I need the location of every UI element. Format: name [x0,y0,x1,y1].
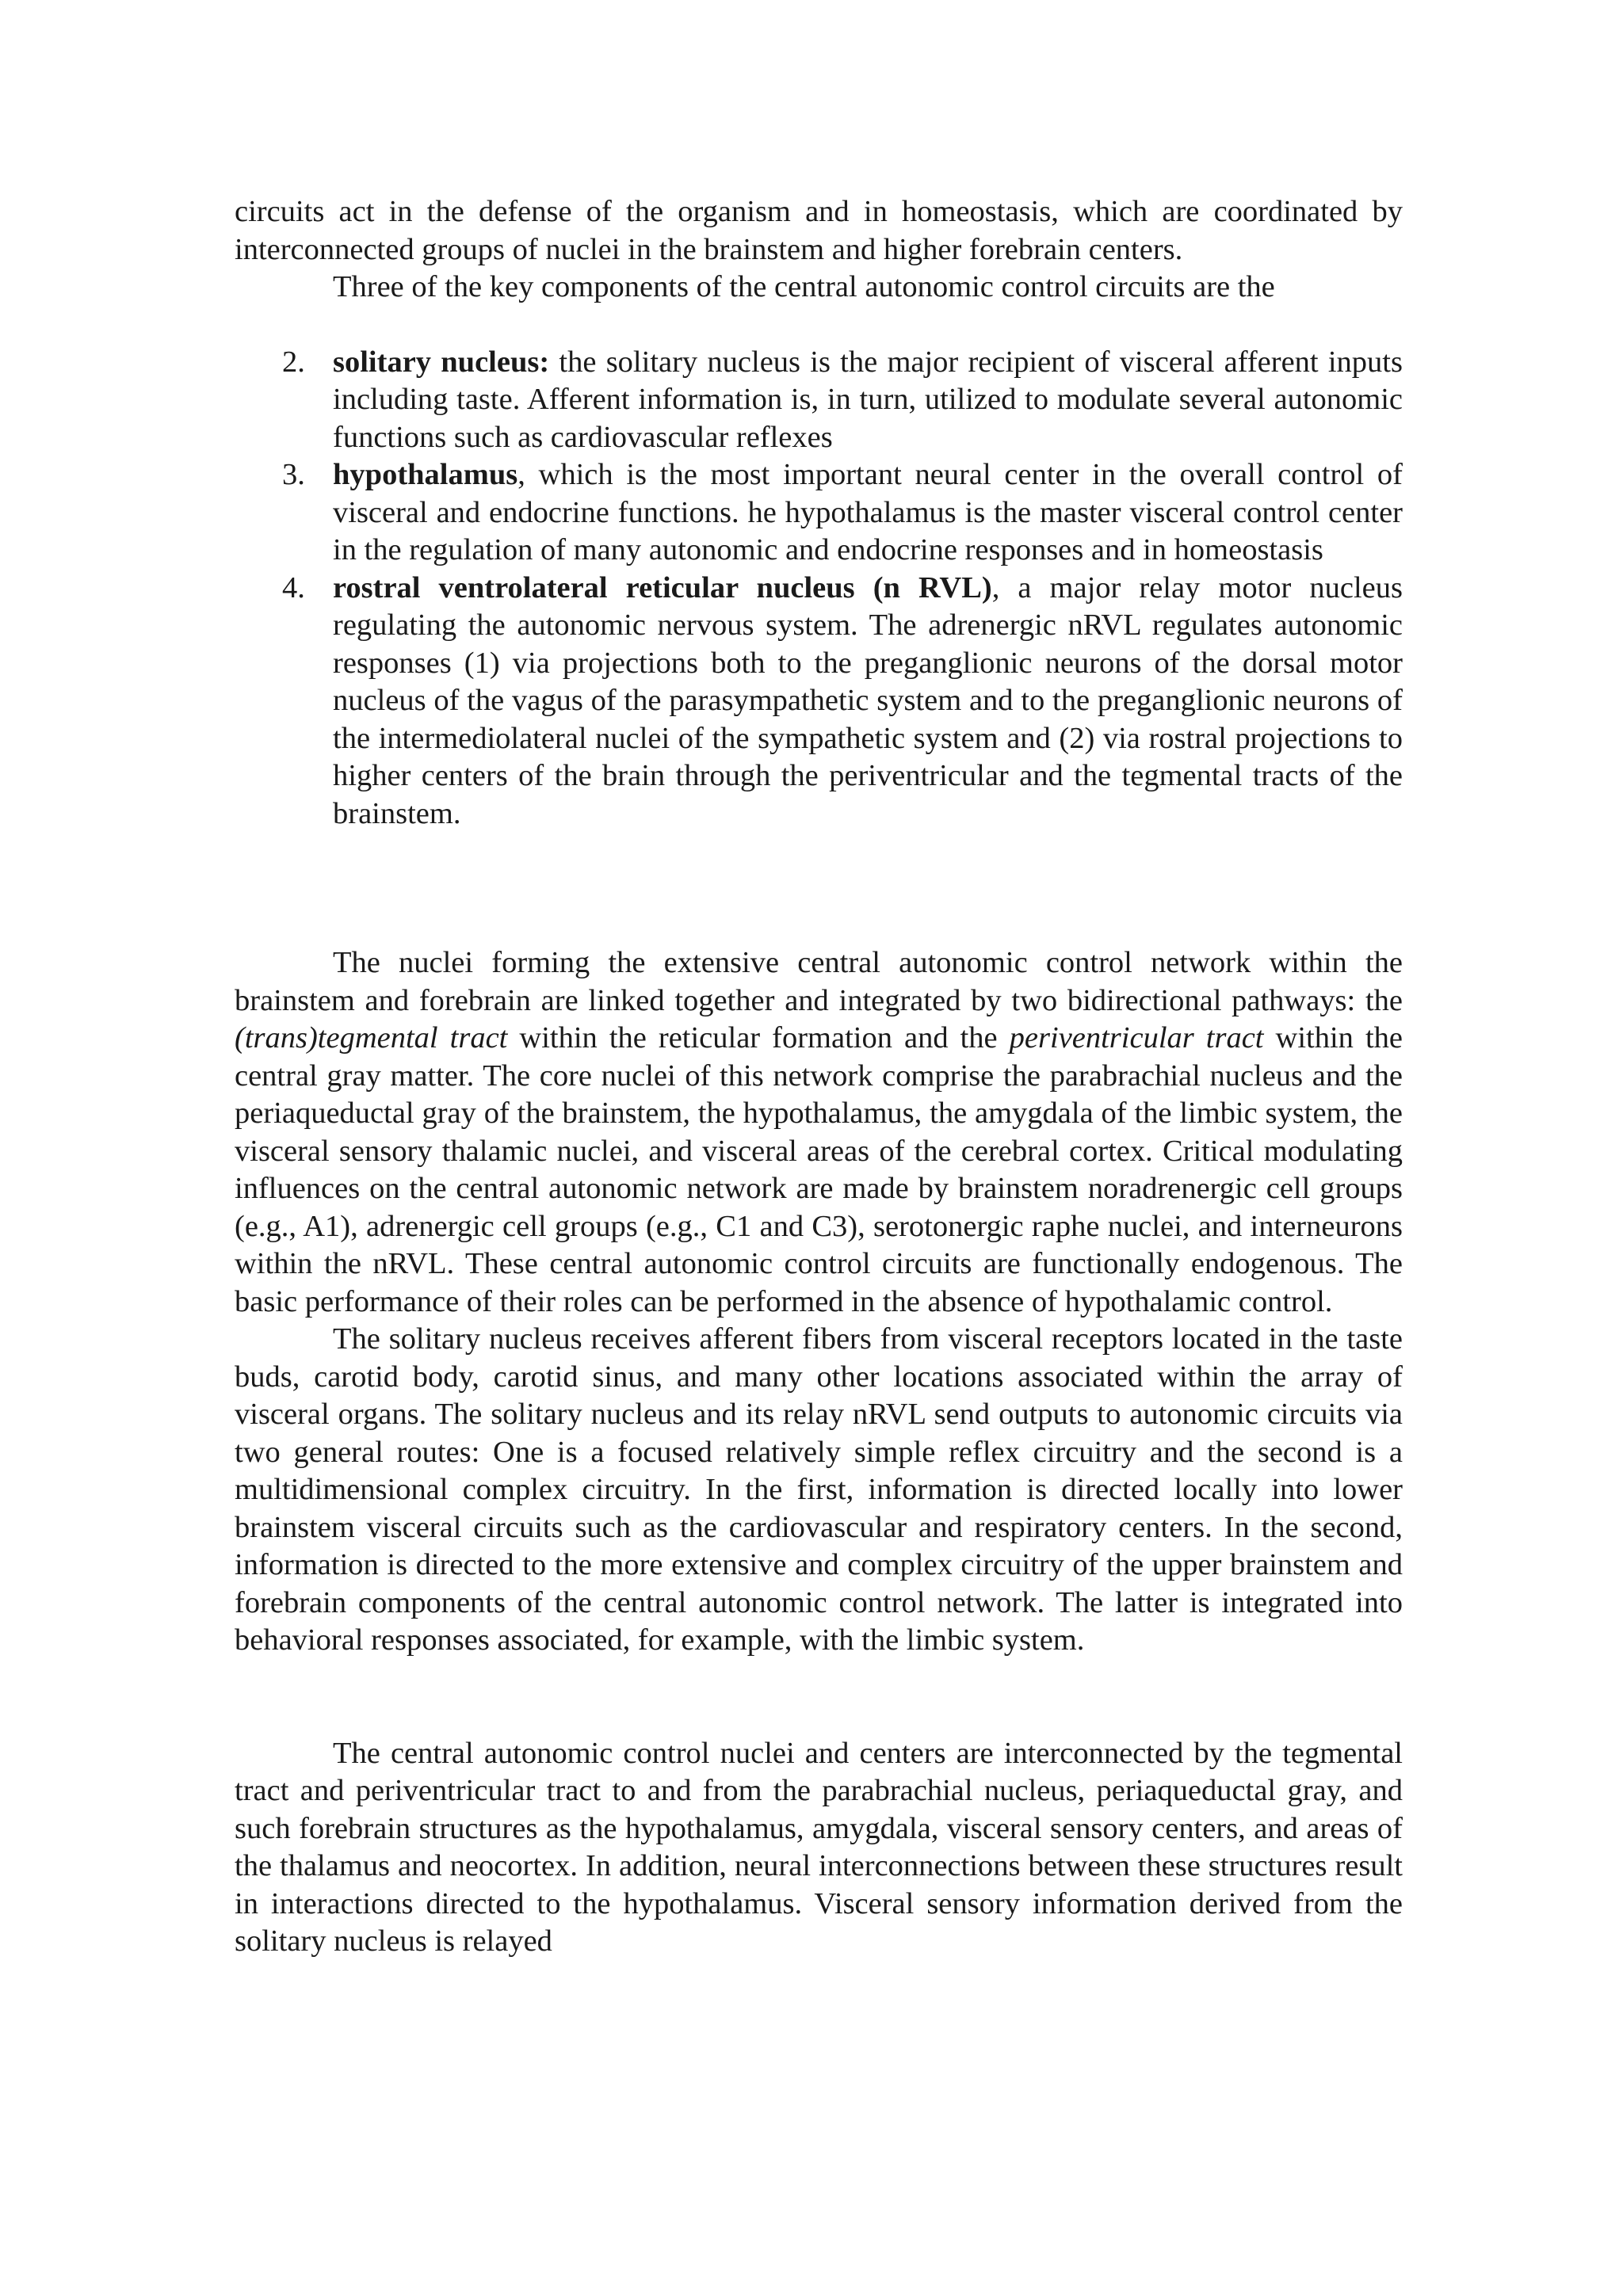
list-item-term: rostral ventrolateral reticular nucleus (n RVL) [333,570,992,605]
intro-lead-in: Three of the key components of the central autonomic control circuits are the [333,270,1275,303]
paragraph-text: within the reticular formation and the [507,1021,1010,1055]
intro-continuation: circuits act in the defense of the organism and in homeostasis, which are coordinated by interconnected groups of nuclei in the brainstem and higher forebrain centers. [235,195,1403,266]
paragraph-text: The nuclei forming the extensive central autonomic control network within the brainstem and forebrain are linked together and integrated by two bidirectional pathways: the [235,946,1403,1017]
paragraph-interconnect: The central autonomic control nuclei and centers are interconnected by the tegmental tract and periventricular tract to and from the parabrachial nucleus, periaqueductal gray, and such forebrain structures as the hypothalamus, amygdala, visceral sensory centers, and areas of the thalamus and neocortex. In addition, neural interconnections between these structures result in interactions directed to the hypothalamus. Visceral sensory information derived from the solitary nucleus is relayed [235,1736,1403,1958]
document-page [235,193,1403,1961]
list-item-number: 4. [282,570,305,605]
paragraph-network [235,944,1403,1321]
components-list [235,344,1403,833]
list-item-number: 2. [282,345,305,379]
list-item-number: 3. [282,458,305,491]
section-spacer [235,833,1403,944]
paragraph-text: within the central gray matter. The core nuclei of this network comprise the parabrachial nucleus and the periaqueductal gray of the brainstem, the hypothalamus, the amygdala of the limbic system, the visceral sensory thalamic nuclei, and visceral areas of the cerebral cortex. Critical modulating influences on the central autonomic network are made by brainstem noradrenergic cell groups (e.g., A1), adrenergic cell groups (e.g., C1 and C3), serotonergic raphe nuclei, and interneurons within the nRVL. These central autonomic control circuits are functionally endogenous. The basic performance of their roles can be performed in the absence of hypothalamic control. [235,1021,1403,1318]
list-item-text: , which is the most important neural center in the overall control of visceral and endocrine functions. he hypothalamus is the master visceral control center in the regulation of many autonomic and endocrine responses and in homeostasis [333,458,1403,566]
list-item-hypothalamus [235,456,1403,570]
section-spacer [235,1660,1403,1735]
list-item-term: solitary nucleus: [333,345,550,379]
list-item-solitary-nucleus [235,344,1403,457]
list-item-term: hypothalamus [333,458,518,491]
tegmental-tract-term: (trans)tegmental tract [235,1021,508,1055]
list-item-nrvl [235,570,1403,833]
list-item-text: , a major relay motor nucleus regulating the autonomic nervous system. The adrenergic nRVL regulates autonomic responses (1) via projections both to the preganglionic neurons of the dorsal motor nucleus of the vagus of the parasympathetic system and to the preganglionic neurons of the intermediolateral nuclei of the sympathetic system and (2) via rostral projections to higher centers of the brain through the periventricular and the tegmental tracts of the brainstem. [333,570,1403,830]
paragraph-solitary: The solitary nucleus receives afferent fibers from visceral receptors located in the taste buds, carotid body, carotid sinus, and many other locations associated within the array of visceral organs. The solitary nucleus and its relay nRVL send outputs to autonomic circuits via two general routes: One is a focused relatively simple reflex circuitry and the second is a multidimensional complex circuitry. In the first, information is directed locally into lower brainstem visceral circuits such as the cardiovascular and respiratory centers. In the second, information is directed to the more extensive and complex circuitry of the upper brainstem and forebrain components of the central autonomic control network. The latter is integrated into behavioral responses associated, for example, with the limbic system. [235,1322,1403,1657]
periventricular-tract-term: periventricular tract [1009,1021,1264,1055]
list-item-text: the solitary nucleus is the major recipient of visceral afferent inputs including taste. Afferent information is, in turn, utilized to modulate several autonomic functions such as cardiovascular reflexes [333,345,1403,454]
